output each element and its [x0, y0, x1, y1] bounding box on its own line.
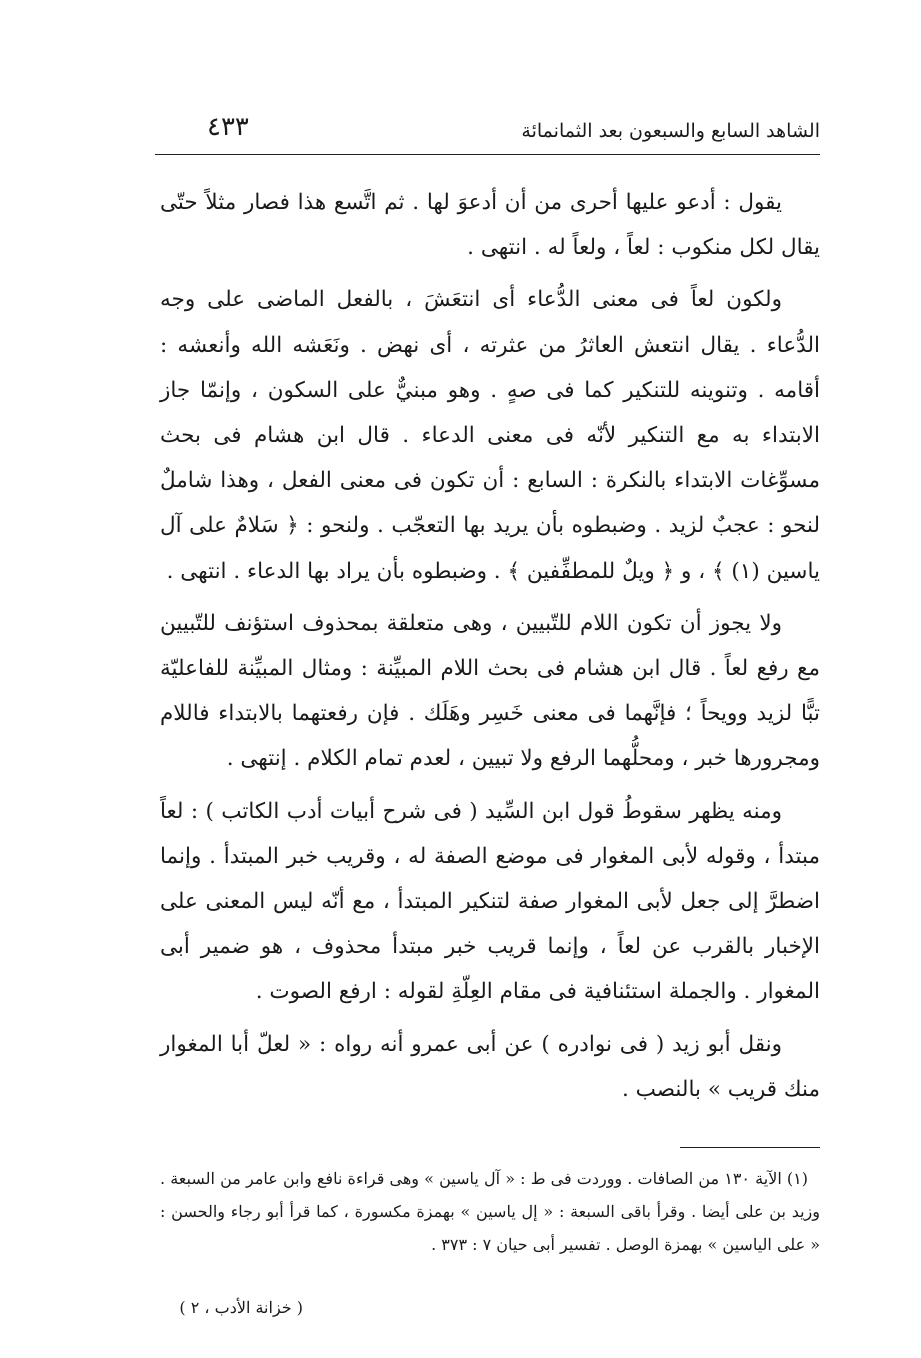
footnotes	[160, 1162, 820, 1261]
page-header	[155, 110, 820, 150]
paragraph: ومنه يظهر سقوطُ قول ابن السِّيد ( فى شرح أبيات أدب الكاتب ) : لعاً مبتدأ ، وقوله لأبى المغوار فى موضع الصفة له ، وقريب خبر المبتدأ . وإنما اضطرَّ إلى جعل لأبى المغوار صفة لتنكير المبتدأ ، مع أنّه ليس المعنى على الإخبار بالقرب عن لعاً ، وإنما قريب خبر مبتدأ محذوف ، هو ضمير أبى المغوار . والجملة استئنافية فى مقام العِلّةِ لقوله : ارفع الصوت .	[160, 798, 820, 1005]
signature-mark: ( خزانة الأدب ، ٢ )	[179, 1298, 303, 1317]
header-rule	[155, 154, 820, 155]
paragraph: يقول : أدعو عليها أحرى من أن أدعوَ لها . ثم اتَّسع هذا فصار مثلاً حتّى يقال لكل منكوب : لعاً ، ولعاً له . انتهى .	[160, 190, 820, 261]
main-text	[160, 180, 820, 1112]
footnote: (١) الآية ١٣٠ من الصافات . ووردت فى ط : « آل ياسين » وهى قراءة نافع وابن عامر من السبعة . وزيد بن على أيضا . وقرأ باقى السبعة : « إل ياسين » بهمزة مكسورة ، كما قرأ أبو رجاء والحسن : « على الياسين » بهمزة الوصل . تفسير أبى حيان ٧ : ٣٧٣ .	[160, 1169, 820, 1254]
footnote-rule	[680, 1147, 820, 1148]
paragraph: ولا يجوز أن تكون اللام للتّبيين ، وهى متعلقة بمحذوف استؤنف للتّبيين مع رفع لعاً . قال ابن هشام فى بحث اللام المبيِّنة : ومثال المبيِّنة للفاعليّة تبًّا لزيد وويحاً ؛ فإنَّهما فى معنى خَسِر وهَلَك . فإن رفعتهما بالابتداء فاللام ومجرورها خبر ، ومحلُّهما الرفع ولا تبيين ، لعدم تمام الكلام . إنتهى .	[160, 610, 820, 772]
paragraph: ولكون لعاً فى معنى الدُّعاء أى انتعَشَ ، بالفعل الماضى على وجه الدُّعاء . يقال انتعش العاثرُ من عثرته ، أى نهض . ونَعَشه الله وأنعشه : أقامه . وتنوينه للتنكير كما فى صهٍ . وهو مبنيٌّ على السكون ، وإنمّا جاز الابتداء به مع التنكير لأنّه فى معنى الدعاء . قال ابن هشام فى بحث مسوِّغات الابتداء بالنكرة : السابع : أن تكون فى معنى الفعل ، وهذا شاملٌ لنحو : عجبٌ لزيد . وضبطوه بأن يريد بها التعجّب . ولنحو : ﴿ سَلامٌ على آل ياسين (١) ﴾ ، و ﴿ ويلٌ للمطفِّفين ﴾ . وضبطوه بأن يراد بها الدعاء . انتهى .	[160, 287, 820, 584]
paragraph: ونقل أبو زيد ( فى نوادره ) عن أبى عمرو أنه رواه : « لعلّ أبا المغوار منك قريب » بالنصب .	[160, 1031, 820, 1102]
running-head: الشاهد السابع والسبعون بعد الثمانمائة	[521, 120, 820, 142]
page-number: ٤٣٣	[207, 112, 249, 142]
